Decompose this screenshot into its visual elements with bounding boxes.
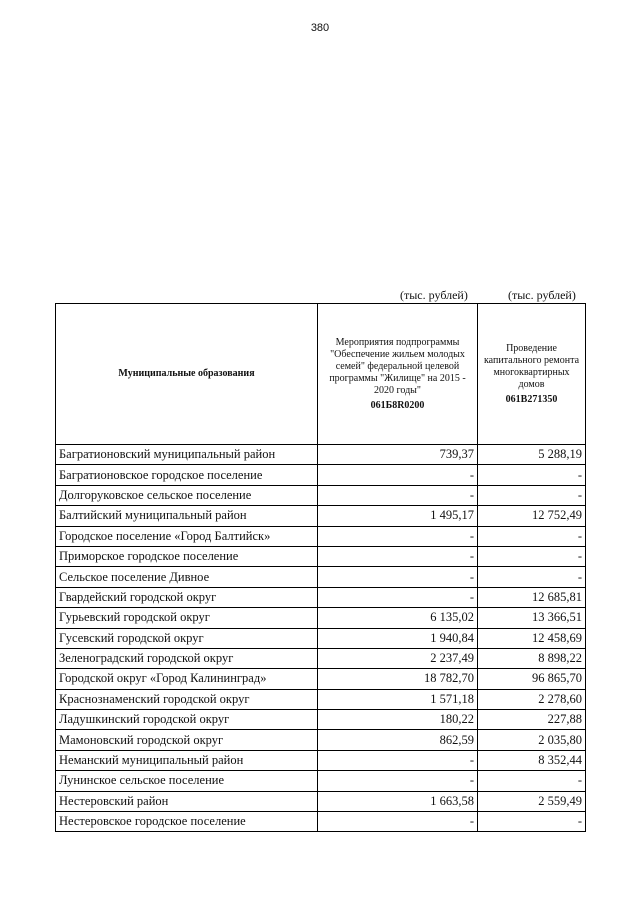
row-value-capital-repair: -: [478, 771, 586, 791]
header-municipalities-label: Муниципальные образования: [118, 368, 255, 379]
row-name: Долгоруковское сельское поселение: [56, 485, 318, 505]
row-value-capital-repair: -: [478, 526, 586, 546]
row-name: Мамоновский городской округ: [56, 730, 318, 750]
row-value-young-families: -: [318, 750, 478, 770]
row-name: Нестеровский район: [56, 791, 318, 811]
row-name: Гвардейский городской округ: [56, 587, 318, 607]
row-name: Зеленоградский городской округ: [56, 648, 318, 668]
row-value-young-families: -: [318, 567, 478, 587]
page-number: 380: [310, 22, 330, 34]
row-value-young-families: 180,22: [318, 710, 478, 730]
row-name: Нестеровское городское поселение: [56, 812, 318, 832]
row-name: Багратионовский муниципальный район: [56, 445, 318, 465]
row-name: Сельское поселение Дивное: [56, 567, 318, 587]
header-young-families-label: Мероприятия подпрограммы "Обеспечение жильем молодых семей" федеральной целевой программы "Жилище" на 2015 - 2020 годы": [329, 336, 466, 396]
table-row: [56, 812, 586, 832]
header-municipalities: [56, 304, 318, 445]
row-value-young-families: 2 237,49: [318, 648, 478, 668]
table-row: [56, 546, 586, 566]
table-row: [56, 689, 586, 709]
table-row: [56, 710, 586, 730]
row-value-capital-repair: 2 278,60: [478, 689, 586, 709]
table-row: [56, 791, 586, 811]
row-name: Приморское городское поселение: [56, 546, 318, 566]
row-value-capital-repair: -: [478, 485, 586, 505]
units-label-col3: (тыс. рублей): [508, 288, 576, 302]
row-value-young-families: -: [318, 526, 478, 546]
table-row: [56, 445, 586, 465]
row-value-capital-repair: 8 352,44: [478, 750, 586, 770]
row-value-young-families: 862,59: [318, 730, 478, 750]
table-row: [56, 648, 586, 668]
table-row: [56, 730, 586, 750]
row-name: Багратионовское городское поселение: [56, 465, 318, 485]
row-name: Гусевский городской округ: [56, 628, 318, 648]
row-value-capital-repair: -: [478, 546, 586, 566]
row-value-young-families: -: [318, 485, 478, 505]
row-value-capital-repair: 12 458,69: [478, 628, 586, 648]
row-value-capital-repair: -: [478, 465, 586, 485]
row-name: Лунинское сельское поселение: [56, 771, 318, 791]
table-row: [56, 567, 586, 587]
row-name: Краснознаменский городской округ: [56, 689, 318, 709]
row-value-young-families: 1 663,58: [318, 791, 478, 811]
table-row: [56, 608, 586, 628]
row-value-capital-repair: 2 559,49: [478, 791, 586, 811]
row-value-capital-repair: 8 898,22: [478, 648, 586, 668]
table-row: [56, 587, 586, 607]
table-row: [56, 526, 586, 546]
table-row: [56, 771, 586, 791]
row-value-young-families: 1 571,18: [318, 689, 478, 709]
row-value-capital-repair: -: [478, 812, 586, 832]
row-name: Неманский муниципальный район: [56, 750, 318, 770]
table-row: [56, 465, 586, 485]
row-value-capital-repair: 2 035,80: [478, 730, 586, 750]
units-label-col2: (тыс. рублей): [400, 288, 468, 302]
row-value-capital-repair: 227,88: [478, 710, 586, 730]
row-value-capital-repair: -: [478, 567, 586, 587]
table-row: [56, 628, 586, 648]
header-young-families-program: [318, 304, 478, 445]
header-capital-repair-label: Проведение капитального ремонта многоквартирных домов: [483, 342, 580, 390]
row-name: Балтийский муниципальный район: [56, 506, 318, 526]
row-value-young-families: 1 940,84: [318, 628, 478, 648]
row-name: Городское поселение «Город Балтийск»: [56, 526, 318, 546]
table-row: [56, 750, 586, 770]
row-name: Городской округ «Город Калининград»: [56, 669, 318, 689]
table-header-row: [56, 304, 586, 445]
table-row: [56, 669, 586, 689]
row-value-young-families: 739,37: [318, 445, 478, 465]
row-value-young-families: -: [318, 812, 478, 832]
row-value-young-families: -: [318, 587, 478, 607]
row-value-young-families: -: [318, 465, 478, 485]
row-value-young-families: -: [318, 546, 478, 566]
row-value-young-families: 6 135,02: [318, 608, 478, 628]
row-value-capital-repair: 13 366,51: [478, 608, 586, 628]
header-capital-repair-code: 061В271350: [505, 393, 558, 405]
header-capital-repair: [478, 304, 586, 445]
row-name: Гурьевский городской округ: [56, 608, 318, 628]
row-value-young-families: 18 782,70: [318, 669, 478, 689]
header-young-families-code: 061Б8R0200: [370, 399, 425, 411]
budget-table: [55, 303, 586, 832]
table-row: [56, 485, 586, 505]
row-name: Ладушкинский городской округ: [56, 710, 318, 730]
row-value-capital-repair: 96 865,70: [478, 669, 586, 689]
row-value-capital-repair: 5 288,19: [478, 445, 586, 465]
row-value-young-families: -: [318, 771, 478, 791]
row-value-young-families: 1 495,17: [318, 506, 478, 526]
table-row: [56, 506, 586, 526]
row-value-capital-repair: 12 685,81: [478, 587, 586, 607]
row-value-capital-repair: 12 752,49: [478, 506, 586, 526]
